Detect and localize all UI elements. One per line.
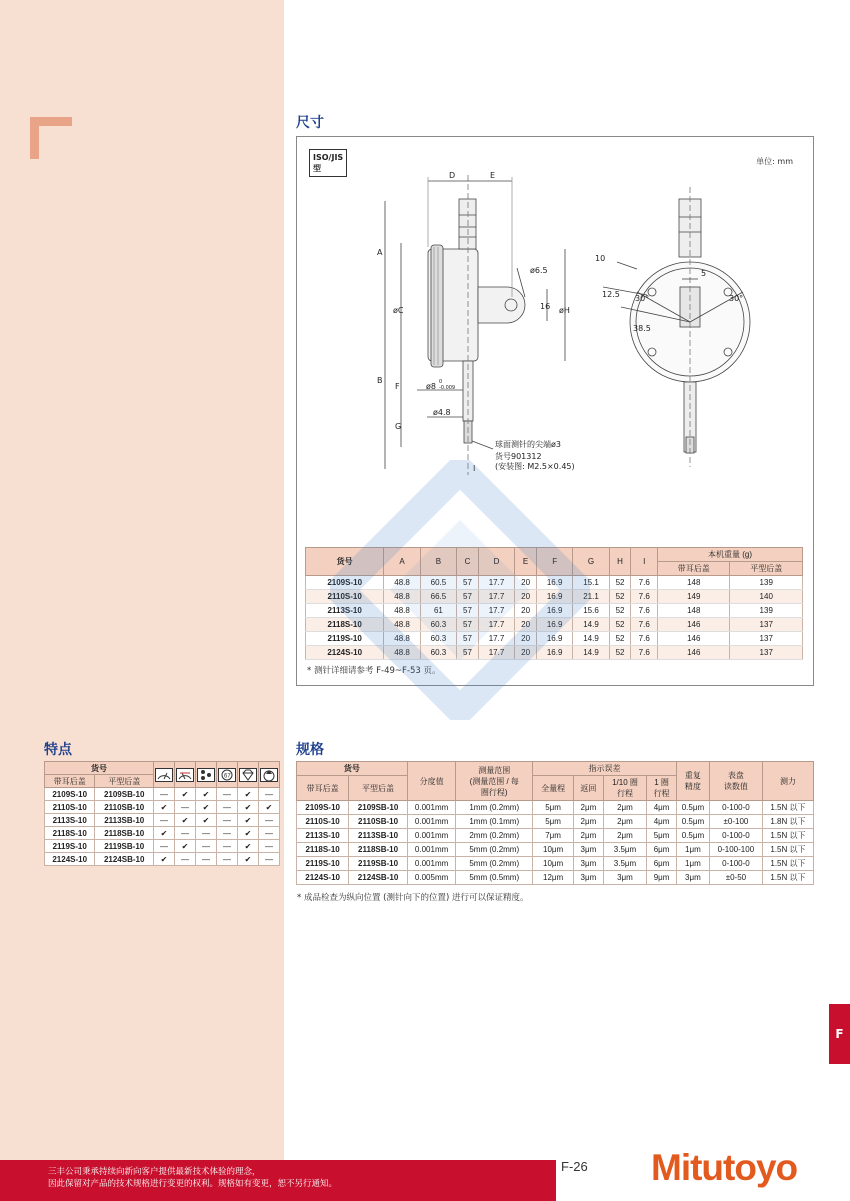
spec-col-reading [709,762,762,801]
spec-cell-one: 5μm [647,829,677,843]
spec-col-one [647,776,677,801]
dim-cell-w2: 140 [730,590,803,604]
dim-label-e: E [490,171,496,180]
spec-cell-full: 7μm [533,829,574,843]
dim-col-code: 货号 [306,548,384,576]
feat-col-lug: 带耳后盖 [45,775,95,788]
dim-cell-h: 52 [609,590,631,604]
table-row [297,871,814,885]
feat-cell-flat-code: 2119SB-10 [95,840,154,853]
feat-cell-flat-code: 2124SB-10 [95,853,154,866]
dim-cell-h: 52 [609,618,631,632]
spec-col-range-l1: 测量范围 [478,765,511,775]
spec-cell-read: 0-100-0 [709,857,762,871]
spec-cell-range: 1mm (0.1mm) [456,815,533,829]
spec-cell-hys: 2μm [574,815,604,829]
spec-cell-c2: 2113SB-10 [349,829,408,843]
unit-label: 单位: mm [756,157,793,166]
dim-col-g: G [573,548,609,576]
dim-cell-d: 17.7 [478,576,514,590]
feat-cell-mark: ✔ [238,827,259,840]
dim-cell-code: 2109S-10 [306,576,384,590]
feat-cell-flat-code: 2118SB-10 [95,827,154,840]
dimensions-title: 尺寸 [296,115,324,131]
brand-name: Mitutoyo [651,1147,798,1188]
spec-cell-grad: 0.001mm [407,843,456,857]
dim-col-c: C [457,548,479,576]
dim-col-weight-lug: 带耳后盖 [658,562,730,576]
feat-col-code: 货号 [45,762,154,775]
dim-cell-i: 7.6 [631,618,658,632]
spec-col-tenth-l2: 行程 [616,789,633,798]
feat-cell-mark: ✔ [196,814,217,827]
footer-line-1: 三丰公司秉承持续向新向客户提供最新技术体验的理念， [48,1167,261,1177]
table-row [45,788,280,801]
spec-cell-hys: 2μm [574,829,604,843]
dim-col-e: E [515,548,537,576]
feat-cell-mark: ✔ [175,840,196,853]
dim-label-a30-right: 30° [729,294,744,303]
spec-col-range-l2: (测量范围 / 每 [469,776,519,786]
table-row [45,840,280,853]
spec-cell-c2: 2119SB-10 [349,857,408,871]
dim-col-b: B [420,548,456,576]
feat-cell-mark: — [217,840,238,853]
feat-cell-mark: — [259,840,280,853]
section-tab-f[interactable]: F [829,1004,850,1064]
spec-col-reading-l1: 表盘 [727,771,744,780]
spec-cell-range: 2mm (0.2mm) [456,829,533,843]
table-row [297,801,814,815]
dim-cell-w2: 139 [730,604,803,618]
spec-cell-read: ±0-50 [709,871,762,885]
table-row [306,604,803,618]
table-row [45,827,280,840]
spec-cell-c2: 2109SB-10 [349,801,408,815]
dim-cell-h: 52 [609,646,631,660]
dim-label-r385: 38.5 [633,324,651,333]
dim-cell-i: 7.6 [631,590,658,604]
spec-cell-read: 0-100-0 [709,829,762,843]
table-row [45,853,280,866]
feat-cell-mark: — [196,840,217,853]
feat-cell-mark: — [154,814,175,827]
spec-cell-rep: 0.5μm [676,829,709,843]
dim-cell-w2: 139 [730,576,803,590]
dim-cell-d: 17.7 [478,646,514,660]
dim-label-i: I [473,464,476,473]
dim-cell-a: 48.8 [384,576,420,590]
dim-label-b: B [377,376,383,385]
dim-cell-d: 17.7 [478,604,514,618]
dim-cell-h: 52 [609,632,631,646]
dim-cell-f: 16.9 [536,632,572,646]
wide-dial-icon [154,762,175,788]
footer-disclaimer [48,1166,337,1190]
dim-cell-g: 15.6 [573,604,609,618]
iso-label-line1: ISO/JIS [313,153,344,162]
dim-cell-b: 66.5 [420,590,456,604]
spec-cell-force: 1.5N 以下 [762,871,813,885]
spec-col-tenth-l1: 1/10 圈 [612,778,638,787]
feat-cell-mark: ✔ [238,840,259,853]
spec-cell-c1: 2109S-10 [297,801,349,815]
footer-line-2: 因此保留对产品的技术规格进行变更的权利。规格如有变更，恕不另行通知。 [48,1179,338,1189]
dim-label-a30-left: 30° [635,294,650,303]
specs-title: 规格 [296,742,324,758]
spec-cell-grad: 0.001mm [407,829,456,843]
spec-cell-read: 0-100-0 [709,801,762,815]
feat-cell-mark: — [259,814,280,827]
dim-cell-g: 14.9 [573,618,609,632]
feat-cell-mark: ✔ [238,788,259,801]
spec-cell-rep: 3μm [676,871,709,885]
spec-col-code: 货号 [297,762,408,776]
spec-cell-tenth: 2μm [603,815,647,829]
spec-cell-c1: 2113S-10 [297,829,349,843]
feat-cell-mark: — [259,827,280,840]
dim-cell-h: 52 [609,576,631,590]
spec-cell-grad: 0.001mm [407,801,456,815]
dim-cell-w1: 146 [658,632,730,646]
feat-cell-mark: ✔ [154,827,175,840]
spec-col-repeat [676,762,709,801]
spec-cell-one: 6μm [647,843,677,857]
table-row [45,801,280,814]
dim-label-phi65: ø6.5 [530,266,548,275]
dim-cell-e: 20 [515,590,537,604]
feat-cell-mark: — [175,827,196,840]
revolution-counter-icon [217,762,238,788]
dim-cell-w2: 137 [730,618,803,632]
feat-cell-lug-code: 2110S-10 [45,801,95,814]
dim-col-weight-flat: 平型后盖 [730,562,803,576]
dim-cell-c: 57 [457,618,479,632]
dim-label-phi8-tol-bottom: -0.009 [439,385,456,391]
features-title: 特点 [44,742,72,758]
dim-cell-code: 2113S-10 [306,604,384,618]
dim-cell-a: 48.8 [384,632,420,646]
feat-cell-mark: ✔ [175,788,196,801]
dim-cell-g: 15.1 [573,576,609,590]
specs-note: * 成品检查为纵向位置 (测针向下的位置) 进行可以保证精度。 [297,893,529,903]
spec-col-hysteresis: 返回 [574,776,604,801]
spec-cell-range: 1mm (0.2mm) [456,801,533,815]
feat-cell-mark: ✔ [196,788,217,801]
spec-cell-hys: 3μm [574,871,604,885]
spec-cell-one: 9μm [647,871,677,885]
dim-cell-w1: 148 [658,576,730,590]
dim-cell-i: 7.6 [631,604,658,618]
dim-label-f: F [395,382,400,391]
dim-cell-w1: 146 [658,646,730,660]
dim-cell-a: 48.8 [384,604,420,618]
dim-cell-b: 60.3 [420,618,456,632]
spec-cell-full: 5μm [533,801,574,815]
feat-cell-mark: — [154,840,175,853]
feat-cell-mark: — [154,788,175,801]
spec-cell-grad: 0.001mm [407,815,456,829]
spec-cell-tenth: 3μm [603,871,647,885]
feat-cell-mark: — [196,853,217,866]
feat-cell-lug-code: 2109S-10 [45,788,95,801]
dim-cell-code: 2118S-10 [306,618,384,632]
table-row [45,814,280,827]
dim-label-phi48: ø4.8 [433,408,451,417]
feat-cell-mark: — [175,801,196,814]
dim-label-phic: øC [393,306,404,315]
iso-label-line2: 型 [313,164,321,173]
spec-cell-tenth: 3.5μm [603,857,647,871]
features-table [44,761,280,866]
dim-cell-g: 21.1 [573,590,609,604]
spec-col-tenth [603,776,647,801]
specs-table [296,761,814,885]
dial-indicator-drawing [297,137,815,537]
feat-cell-mark: ✔ [154,801,175,814]
spec-cell-hys: 3μm [574,843,604,857]
spec-cell-force: 1.8N 以下 [762,815,813,829]
feat-col-flat: 平型后盖 [95,775,154,788]
spec-cell-hys: 3μm [574,857,604,871]
dim-cell-e: 20 [515,604,537,618]
spec-col-flat: 平型后盖 [349,776,408,801]
table-row [306,618,803,632]
dim-cell-code: 2119S-10 [306,632,384,646]
dim-cell-w1: 149 [658,590,730,604]
feat-cell-flat-code: 2109SB-10 [95,788,154,801]
dim-cell-b: 61 [420,604,456,618]
feat-cell-mark: ✔ [175,814,196,827]
table-row [306,646,803,660]
dim-col-i: I [631,548,658,576]
spec-col-accuracy: 指示误差 [533,762,677,776]
dim-cell-f: 16.9 [536,590,572,604]
dim-cell-g: 14.9 [573,632,609,646]
spec-cell-c2: 2118SB-10 [349,843,408,857]
feat-cell-mark: ✔ [259,801,280,814]
dim-col-h: H [609,548,631,576]
feat-cell-mark: — [259,853,280,866]
feat-cell-flat-code: 2113SB-10 [95,814,154,827]
dim-cell-f: 16.9 [536,646,572,660]
dim-cell-e: 20 [515,576,537,590]
spec-cell-hys: 2μm [574,801,604,815]
feat-cell-mark: — [217,801,238,814]
dim-cell-d: 17.7 [478,632,514,646]
feat-cell-mark: — [196,827,217,840]
dim-label-phi8-tol-top: 0 [439,379,443,385]
spec-col-one-l1: 1 圈 [654,778,669,787]
feat-cell-mark: ✔ [238,853,259,866]
dim-label-d: D [449,171,456,180]
spec-col-repeat-l1: 重复 [684,771,701,780]
table-row [306,576,803,590]
spec-cell-force: 1.5N 以下 [762,843,813,857]
dim-cell-code: 2124S-10 [306,646,384,660]
feat-cell-mark: ✔ [238,801,259,814]
spec-cell-read: ±0-100 [709,815,762,829]
dim-label-phih: øH [559,306,570,315]
feat-cell-mark: — [217,788,238,801]
spec-col-repeat-l2: 精度 [684,782,701,791]
feat-cell-lug-code: 2118S-10 [45,827,95,840]
spec-cell-range: 5mm (0.2mm) [456,857,533,871]
dim-cell-c: 57 [457,604,479,618]
dim-cell-i: 7.6 [631,576,658,590]
part-number-label: 货号901312 [495,452,542,461]
spec-cell-one: 6μm [647,857,677,871]
feat-cell-flat-code: 2110SB-10 [95,801,154,814]
table-row [297,829,814,843]
brand-logo [651,1147,797,1189]
spec-cell-tenth: 3.5μm [603,843,647,857]
feat-cell-mark: — [217,814,238,827]
dim-cell-c: 57 [457,576,479,590]
mount-label: (安装图: M2.5×0.45) [495,462,575,471]
dim-label-16: 16 [540,302,551,311]
table-row [297,815,814,829]
spec-col-force: 测力 [762,762,813,801]
dim-label-r125: 12.5 [602,290,620,299]
spec-cell-c1: 2118S-10 [297,843,349,857]
spec-cell-c1: 2119S-10 [297,857,349,871]
feat-cell-mark: — [217,853,238,866]
spec-cell-full: 12μm [533,871,574,885]
spec-cell-rep: 1μm [676,857,709,871]
feat-cell-mark: ✔ [196,801,217,814]
spec-cell-range: 5mm (0.5mm) [456,871,533,885]
spec-col-graduation: 分度值 [407,762,456,801]
tolerance-dial-icon [175,762,196,788]
spec-cell-full: 5μm [533,815,574,829]
dim-cell-c: 57 [457,646,479,660]
spec-cell-rep: 0.5μm [676,815,709,829]
dim-cell-h: 52 [609,604,631,618]
page-number: F-26 [561,1159,588,1174]
dim-cell-w2: 137 [730,632,803,646]
dim-col-a: A [384,548,420,576]
dim-cell-code: 2110S-10 [306,590,384,604]
spec-col-range-l3: 圈行程) [480,787,508,797]
table-row [297,857,814,871]
dim-cell-a: 48.8 [384,590,420,604]
table-row [306,590,803,604]
corner-bracket-mark [30,117,72,159]
spec-col-one-l2: 行程 [653,789,670,798]
dim-cell-e: 20 [515,646,537,660]
dim-cell-a: 48.8 [384,646,420,660]
dim-cell-w2: 137 [730,646,803,660]
spec-col-full: 全量程 [533,776,574,801]
dim-cell-c: 57 [457,632,479,646]
dim-cell-e: 20 [515,618,537,632]
feat-cell-mark: ✔ [238,814,259,827]
spec-cell-one: 4μm [647,801,677,815]
spec-cell-force: 1.5N 以下 [762,801,813,815]
spec-cell-one: 4μm [647,815,677,829]
dim-cell-e: 20 [515,632,537,646]
dim-col-weight: 本机重量 (g) [658,548,803,562]
table-row [297,843,814,857]
spec-cell-read: 0-100-100 [709,843,762,857]
spec-cell-c1: 2110S-10 [297,815,349,829]
dim-label-r5: 5 [701,269,707,278]
feat-cell-lug-code: 2113S-10 [45,814,95,827]
spec-col-reading-l2: 读数值 [723,782,748,791]
svg-text:67: 67 [224,773,231,779]
stylus-tip-label: 球面测针的尖端ø3 [495,440,561,449]
dim-cell-d: 17.7 [478,590,514,604]
dim-label-a: A [377,248,383,257]
dim-cell-d: 17.7 [478,618,514,632]
dim-cell-a: 48.8 [384,618,420,632]
dim-cell-i: 7.6 [631,646,658,660]
feat-cell-lug-code: 2124S-10 [45,853,95,866]
dim-cell-w1: 148 [658,604,730,618]
spec-cell-c2: 2110SB-10 [349,815,408,829]
dim-cell-w1: 146 [658,618,730,632]
spec-col-lug: 带耳后盖 [297,776,349,801]
dim-label-phi8: ø8 [426,382,436,391]
spec-cell-grad: 0.005mm [407,871,456,885]
left-color-band [0,0,284,1201]
dust-proof-icon [259,762,280,788]
spec-cell-grad: 0.001mm [407,857,456,871]
dim-cell-f: 16.9 [536,618,572,632]
dim-cell-b: 60.3 [420,646,456,660]
dim-col-d: D [478,548,514,576]
dim-label-r10: 10 [595,254,606,263]
spec-cell-c2: 2124SB-10 [349,871,408,885]
shock-proof-icon [196,762,217,788]
dim-label-g: G [395,422,402,431]
spec-cell-tenth: 2μm [603,801,647,815]
dim-cell-b: 60.3 [420,632,456,646]
spec-cell-force: 1.5N 以下 [762,829,813,843]
jewel-bearing-icon [238,762,259,788]
feat-cell-lug-code: 2119S-10 [45,840,95,853]
dim-cell-g: 14.9 [573,646,609,660]
dim-cell-b: 60.5 [420,576,456,590]
feat-cell-mark: — [217,827,238,840]
feat-cell-mark: ✔ [154,853,175,866]
spec-cell-full: 10μm [533,843,574,857]
dimensions-table [305,547,803,660]
spec-cell-tenth: 2μm [603,829,647,843]
spec-cell-force: 1.5N 以下 [762,857,813,871]
table-row [306,632,803,646]
spec-cell-rep: 0.5μm [676,801,709,815]
spec-cell-rep: 1μm [676,843,709,857]
dim-cell-f: 16.9 [536,604,572,618]
dim-cell-c: 57 [457,590,479,604]
dimensions-panel [296,136,814,686]
feat-cell-mark: — [259,788,280,801]
dimensions-note: * 测针详细请参考 F-49~F-53 页。 [307,666,441,676]
feat-cell-mark: — [175,853,196,866]
spec-cell-full: 10μm [533,857,574,871]
dim-col-f: F [536,548,572,576]
dim-cell-f: 16.9 [536,576,572,590]
dim-cell-i: 7.6 [631,632,658,646]
spec-cell-c1: 2124S-10 [297,871,349,885]
spec-col-range [456,762,533,801]
spec-cell-range: 5mm (0.2mm) [456,843,533,857]
